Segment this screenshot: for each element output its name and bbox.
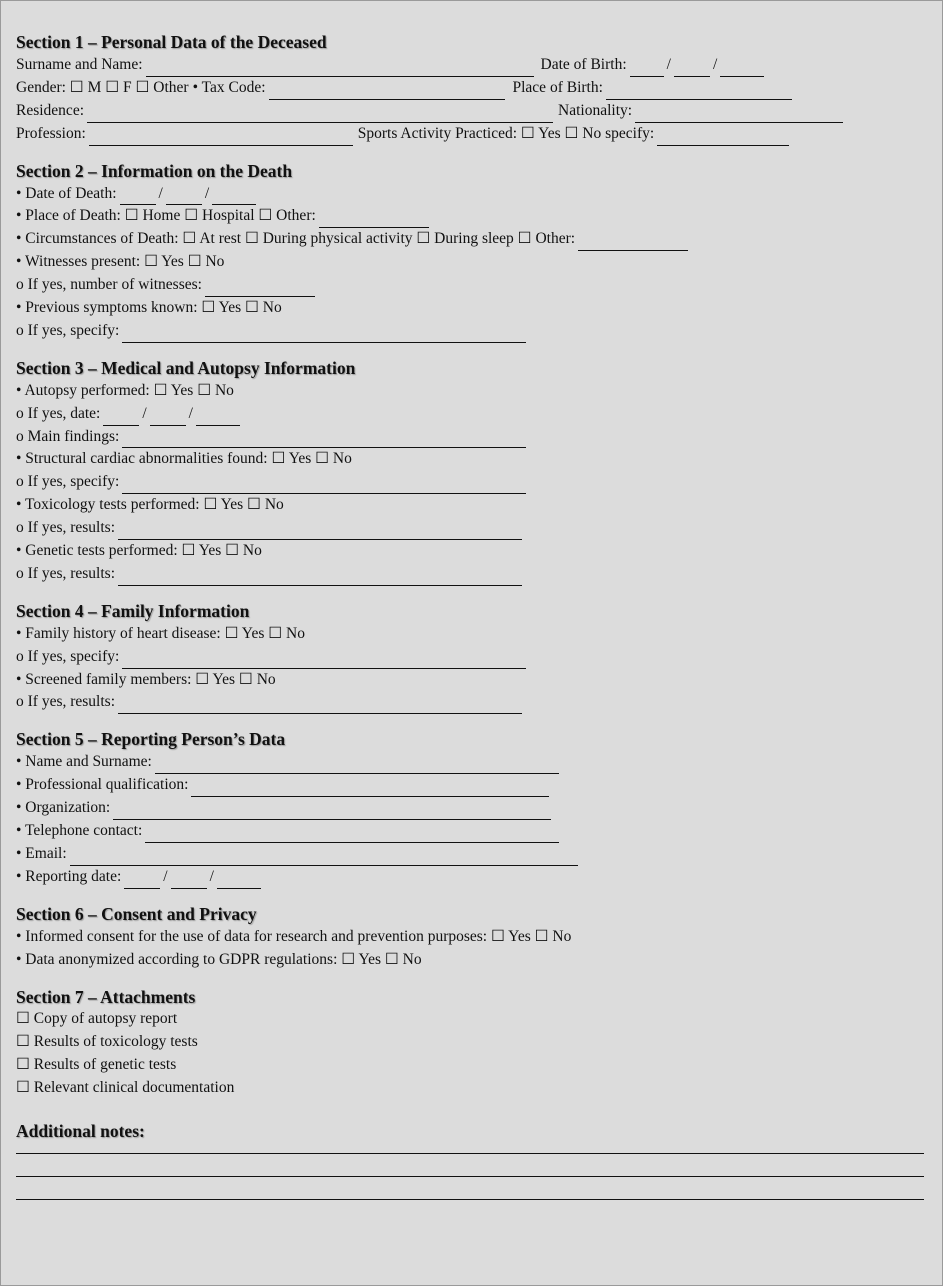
attachment-autopsy[interactable] xyxy=(16,1009,928,1032)
date-slash: / xyxy=(204,184,210,202)
genetic-res-field[interactable] xyxy=(118,568,522,586)
email-row xyxy=(16,843,928,866)
structural-spec-label: o If yes, specify: xyxy=(16,473,120,491)
dod-month-field[interactable] xyxy=(166,187,202,205)
tox-label[interactable]: • Toxicology tests performed: ☐ Yes ☐ No xyxy=(16,496,284,514)
notes-title: Additional notes: xyxy=(16,1121,145,1142)
witnesses-num-row xyxy=(16,274,928,297)
phone-label: • Telephone contact: xyxy=(16,822,143,840)
section-7-title: Section 7 – Attachments xyxy=(16,986,196,1007)
report-date-label: • Reporting date: xyxy=(16,867,122,885)
pob-label: Place of Birth: xyxy=(512,78,603,96)
section-1-title: Section 1 – Personal Data of the Deceased xyxy=(16,32,327,52)
history-row xyxy=(16,623,928,646)
surname-label: Surname and Name: xyxy=(16,55,143,73)
dod-year-field[interactable] xyxy=(212,187,256,205)
genetic-label[interactable]: • Genetic tests performed: ☐ Yes ☐ No xyxy=(16,542,262,560)
taxcode-field[interactable] xyxy=(269,82,505,100)
symptoms-spec-row xyxy=(16,320,928,343)
tox-res-label: o If yes, results: xyxy=(16,519,116,537)
history-spec-row xyxy=(16,646,928,669)
date-slash: / xyxy=(712,55,718,73)
circumstances-label[interactable]: • Circumstances of Death: ☐ At rest ☐ During physical activity ☐ During sleep ☐ Other: xyxy=(16,230,576,248)
org-row xyxy=(16,797,928,820)
autopsy-year-field[interactable] xyxy=(196,408,240,426)
dod-row xyxy=(16,183,928,206)
witnesses-num-label: o If yes, number of witnesses: xyxy=(16,276,202,294)
gender-options[interactable]: Gender: ☐ M ☐ F ☐ Other xyxy=(16,78,189,96)
dod-day-field[interactable] xyxy=(120,187,156,205)
circumstances-row xyxy=(16,228,928,251)
consent-row xyxy=(16,926,928,949)
residence-label: Residence: xyxy=(16,101,85,119)
section-6-title: Section 6 – Consent and Privacy xyxy=(16,903,257,924)
symptoms-spec-label: o If yes, specify: xyxy=(16,321,120,339)
symptoms-row xyxy=(16,297,928,320)
report-month-field[interactable] xyxy=(171,871,207,889)
date-slash: / xyxy=(163,867,168,885)
report-year-field[interactable] xyxy=(217,871,261,889)
witnesses-label[interactable]: • Witnesses present: ☐ Yes ☐ No xyxy=(16,253,225,271)
genetic-res-label: o If yes, results: xyxy=(16,564,116,582)
qual-label: • Professional qualification: xyxy=(16,776,189,794)
nationality-label: Nationality: xyxy=(558,101,633,119)
witnesses-num-field[interactable] xyxy=(205,279,315,297)
profession-row xyxy=(16,123,928,146)
dob-day-field[interactable] xyxy=(630,59,664,77)
attachment-genetic-label[interactable]: ☐ Results of genetic tests xyxy=(16,1056,177,1074)
history-label[interactable]: • Family history of heart disease: ☐ Yes ☐ No xyxy=(16,624,305,642)
sports-label[interactable]: Sports Activity Practiced: ☐ Yes ☐ No specify: xyxy=(357,124,655,142)
symptoms-label[interactable]: • Previous symptoms known: ☐ Yes ☐ No xyxy=(16,299,282,316)
surname-row xyxy=(16,54,928,77)
screened-res-row xyxy=(16,691,928,714)
structural-spec-row xyxy=(16,471,928,494)
autopsy-label[interactable]: • Autopsy performed: ☐ Yes ☐ No xyxy=(16,381,234,399)
pob-field[interactable] xyxy=(606,82,792,100)
findings-field[interactable] xyxy=(122,430,526,448)
org-field[interactable] xyxy=(113,802,551,820)
witnesses-row xyxy=(16,251,928,274)
section-5-title: Section 5 – Reporting Person’s Data xyxy=(16,729,286,750)
history-spec-field[interactable] xyxy=(122,651,526,669)
attachment-toxicology[interactable] xyxy=(16,1031,928,1054)
reporter-name-field[interactable] xyxy=(155,756,559,774)
consent-label[interactable]: • Informed consent for the use of data for research and prevention purposes: ☐ Yes ☐ No xyxy=(16,927,572,945)
autopsy-day-field[interactable] xyxy=(103,408,139,426)
taxcode-label: • Tax Code: xyxy=(192,78,266,96)
surname-field[interactable] xyxy=(146,59,534,77)
autopsy-date-label: o If yes, date: xyxy=(16,404,101,422)
email-field[interactable] xyxy=(70,848,578,866)
tox-row xyxy=(16,494,928,517)
qual-row xyxy=(16,774,928,797)
phone-field[interactable] xyxy=(145,825,559,843)
dod-label: • Date of Death: xyxy=(16,184,117,202)
gdpr-label[interactable]: • Data anonymized according to GDPR regulations: ☐ Yes ☐ No xyxy=(16,950,422,968)
notes-line-3[interactable] xyxy=(16,1177,924,1200)
report-date-row xyxy=(16,866,928,889)
nationality-field[interactable] xyxy=(635,105,843,123)
findings-row xyxy=(16,426,928,449)
attachment-toxicology-label[interactable]: ☐ Results of toxicology tests xyxy=(16,1033,198,1051)
report-day-field[interactable] xyxy=(124,871,160,889)
screened-label[interactable]: • Screened family members: ☐ Yes ☐ No xyxy=(16,670,276,688)
structural-row xyxy=(16,448,928,471)
symptoms-spec-field[interactable] xyxy=(122,325,526,343)
phone-row xyxy=(16,820,928,843)
notes-line-2[interactable] xyxy=(16,1154,924,1177)
structural-label[interactable]: • Structural cardiac abnormalities found: ☐ Yes ☐ No xyxy=(16,450,352,468)
sports-specify-field[interactable] xyxy=(657,128,789,146)
date-slash: / xyxy=(142,404,147,422)
attachment-genetic[interactable] xyxy=(16,1054,928,1077)
attachment-clinical[interactable] xyxy=(16,1077,928,1100)
org-label: • Organization: xyxy=(16,799,111,817)
genetic-row xyxy=(16,540,928,563)
tox-res-row xyxy=(16,517,928,540)
attachment-autopsy-label[interactable]: ☐ Copy of autopsy report xyxy=(16,1010,178,1028)
profession-label: Profession: xyxy=(16,124,86,142)
attachment-clinical-label[interactable]: ☐ Relevant clinical documentation xyxy=(16,1079,235,1097)
reporter-name-label: • Name and Surname: xyxy=(16,753,152,771)
screened-res-field[interactable] xyxy=(118,696,522,714)
email-label: • Email: xyxy=(16,844,67,862)
place-other-field[interactable] xyxy=(319,210,429,228)
genetic-res-row xyxy=(16,563,928,586)
dob-label: Date of Birth: xyxy=(540,55,627,73)
notes-line-1[interactable] xyxy=(16,1143,924,1154)
place-label[interactable]: • Place of Death: ☐ Home ☐ Hospital ☐ Other: xyxy=(16,207,316,225)
qual-field[interactable] xyxy=(191,779,549,797)
circumstances-other-field[interactable] xyxy=(578,233,688,251)
autopsy-row xyxy=(16,380,928,403)
residence-field[interactable] xyxy=(87,105,553,123)
history-spec-label: o If yes, specify: xyxy=(16,647,120,665)
screened-res-label: o If yes, results: xyxy=(16,693,116,711)
structural-spec-field[interactable] xyxy=(122,476,526,494)
gdpr-row xyxy=(16,949,928,972)
section-2-title: Section 2 – Information on the Death xyxy=(16,160,293,181)
form-content xyxy=(16,31,928,1200)
place-row xyxy=(16,205,928,228)
profession-field[interactable] xyxy=(89,128,353,146)
date-slash: / xyxy=(209,867,214,885)
date-slash: / xyxy=(158,184,163,202)
section-4-title: Section 4 – Family Information xyxy=(16,600,250,621)
gender-row xyxy=(16,77,928,100)
findings-label: o Main findings: xyxy=(16,427,120,445)
autopsy-date-row xyxy=(16,403,928,426)
dob-year-field[interactable] xyxy=(720,59,764,77)
tox-res-field[interactable] xyxy=(118,522,522,540)
screened-row xyxy=(16,669,928,692)
dob-month-field[interactable] xyxy=(674,59,710,77)
residence-row xyxy=(16,100,928,123)
section-3-title: Section 3 – Medical and Autopsy Information xyxy=(16,357,356,378)
date-slash: / xyxy=(666,55,671,73)
reporter-name-row xyxy=(16,751,928,774)
autopsy-month-field[interactable] xyxy=(150,408,186,426)
date-slash: / xyxy=(188,404,193,422)
